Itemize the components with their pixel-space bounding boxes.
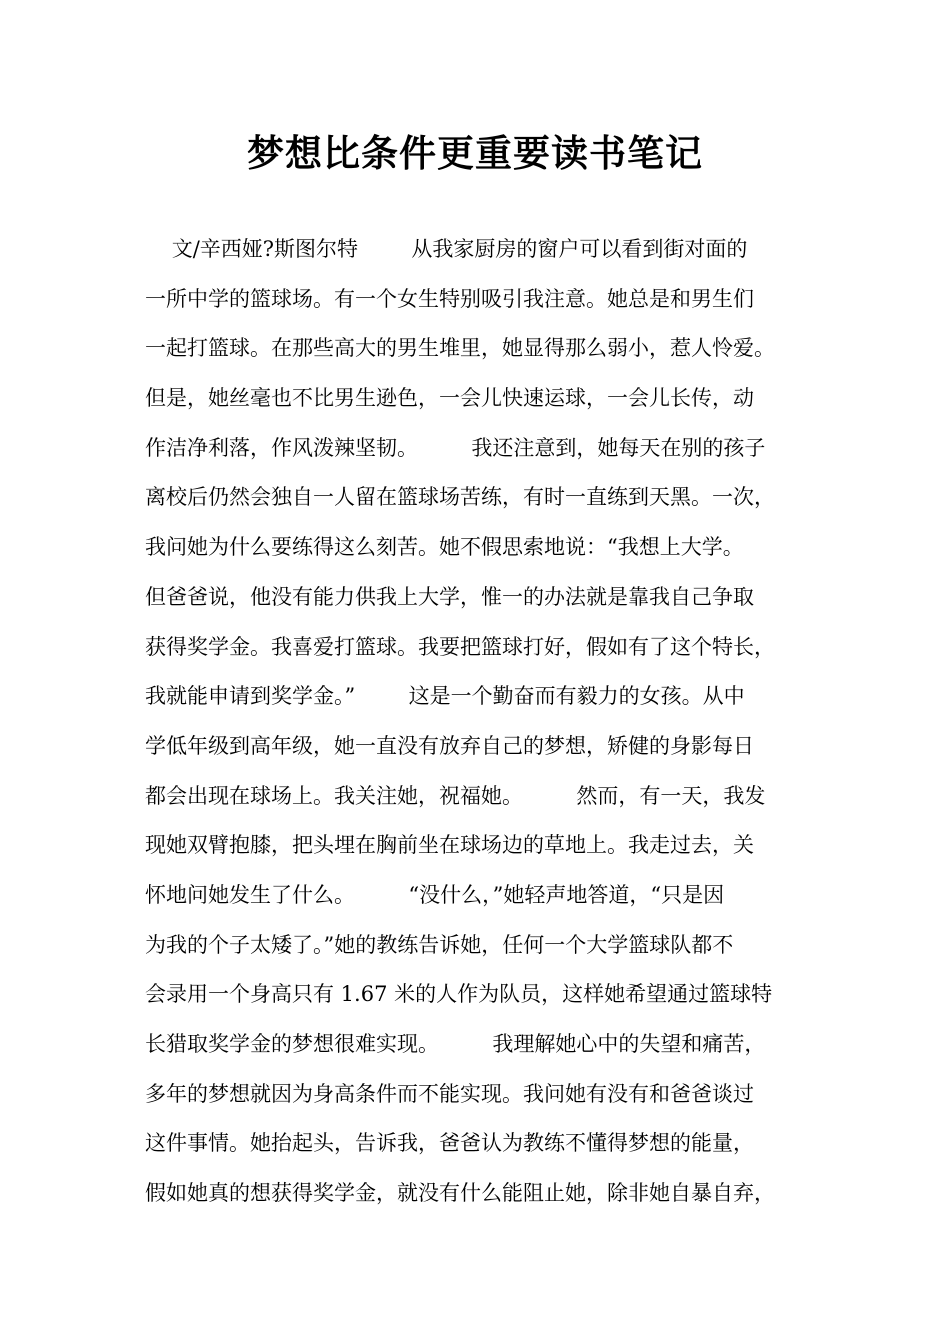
- document-body: [145, 225, 825, 1219]
- text-line: 都会出现在球场上。我关注她，祝福她。 然而，有一天，我发: [145, 783, 766, 808]
- text-line: 一所中学的篮球场。有一个女生特别吸引我注意。她总是和男生们: [145, 286, 754, 311]
- text-line: 但是，她丝毫也不比男生逊色，一会儿快速运球，一会儿长传，动: [145, 386, 754, 411]
- text-line: 获得奖学金。我喜爱打篮球。我要把篮球打好，假如有了这个特长，: [145, 634, 775, 659]
- text-line: 离校后仍然会独自一人留在篮球场苦练，有时一直练到天黑。一次，: [145, 485, 775, 510]
- text-line: 多年的梦想就因为身高条件而不能实现。我问她有没有和爸爸谈过: [145, 1081, 754, 1106]
- text-line: 一起打篮球。在那些高大的男生堆里，她显得那么弱小，惹人怜爱。: [145, 336, 775, 361]
- text-line: 长猎取奖学金的梦想很难实现。 我理解她心中的失望和痛苦，: [145, 1032, 766, 1056]
- text-line: 假如她真的想获得奖学金，就没有什么能阻止她，除非她自暴自弃，: [145, 1181, 775, 1206]
- text-line: 为我的个子太矮了。”她的教练告诉她，任何一个大学篮球队都不: [145, 932, 734, 957]
- text-line: 会录用一个身高只有 1.67 米的人作为队员，这样她希望通过篮球特: [145, 982, 773, 1007]
- text-line: 作洁净利落，作风泼辣坚韧。 我还注意到，她每天在别的孩子: [145, 435, 766, 460]
- text-line: 文/辛西娅?斯图尔特 从我家厨房的窗户可以看到街对面的: [145, 237, 748, 261]
- text-line: 我就能申请到奖学金。” 这是一个勤奋而有毅力的女孩。从中: [145, 684, 745, 709]
- text-line: 怀地问她发生了什么。 “没什么，”她轻声地答道，“只是因: [145, 882, 725, 907]
- text-line: 学低年级到高年级，她一直没有放弃自己的梦想，矫健的身影每日: [145, 733, 754, 758]
- text-line: 现她双臂抱膝，把头埋在胸前坐在球场边的草地上。我走过去，关: [145, 833, 754, 858]
- text-line: 这件事情。她抬起头，告诉我，爸爸认为教练不懂得梦想的能量，: [145, 1131, 754, 1156]
- text-line: 但爸爸说，他没有能力供我上大学，惟一的办法就是靠我自己争取: [145, 584, 754, 609]
- text-line: 我问她为什么要练得这么刻苦。她不假思索地说：“我想上大学。: [145, 535, 744, 560]
- document-title: 梦想比条件更重要读书笔记: [247, 132, 703, 175]
